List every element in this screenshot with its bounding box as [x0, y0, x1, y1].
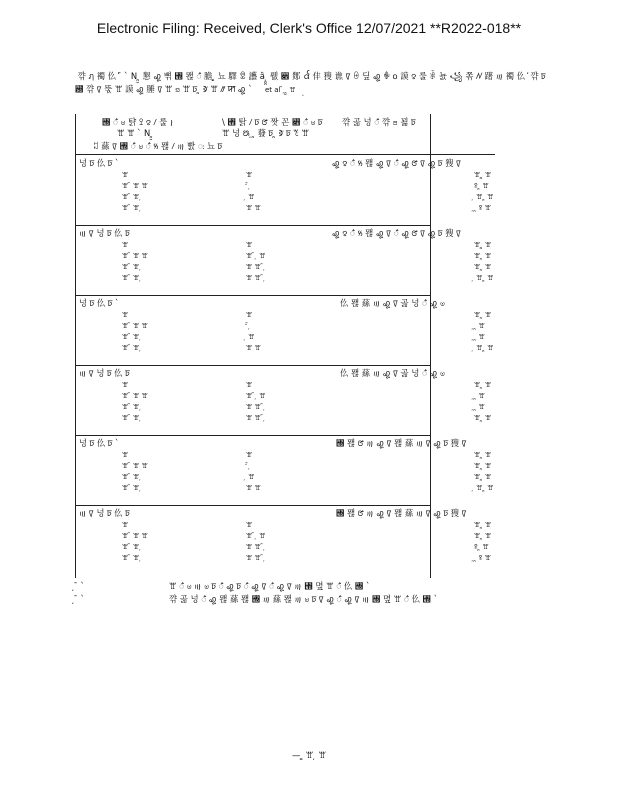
table-cell: ꖁ ̄ ꖁ ̦: [122, 192, 142, 201]
table-cell: ̛ ̄ ̦: [246, 321, 251, 330]
header-col1: ꥝ ꦀ ꧽ 턁 ꔌ ꨂ ꤷ 룰 ꩝: [102, 117, 174, 127]
table-cell: ̦ ꖁ ̪ ꖁ: [474, 483, 494, 492]
table-cell: ̦ ꖁ ̪ ꖁ: [474, 343, 494, 352]
table-cell: ꖁ ̄ ꖁ ̦: [122, 332, 142, 341]
header-col2-sub: ꖁ 넝 ꢕ ̦ ̪ 蕟 ꠑ ̪ ꚺ ꠑ ꔳ ꖁ: [222, 128, 309, 138]
table-cell: ꖁ ̄ ꖁ ꖁ: [122, 251, 148, 260]
table-cell: ꖁ ꖁ: [246, 343, 262, 352]
table-cell: ꖁ ꖁ ̄ ̦: [246, 262, 266, 271]
table-cell: ꖁ ̄ ̦ ꖁ: [246, 251, 266, 260]
intro-annotation: et al ̄ ̦ ̪̮ ꖁ: [265, 86, 296, 94]
table-cell: ꖁ ̪̪ ꖁ: [474, 170, 492, 179]
table-cell: ̦ ꖁ: [246, 332, 255, 341]
table-cell: ꖁ ̪ ꖁ: [474, 461, 492, 470]
table-cell: ꖁ ̄ ꖁ ꖁ: [122, 181, 148, 190]
group-description: 仫 뫦 蕬 ꩟ ꩗ ꡧ 곪 넝 ꦀ ꩗ ꧽ: [340, 368, 445, 378]
group-separator: [75, 435, 430, 436]
group-separator: [75, 365, 430, 366]
table-cell: ꖁ ꖁ: [246, 203, 262, 212]
table-cell: ꖁ: [122, 310, 129, 319]
table-cell: ꖁ: [122, 240, 129, 249]
header-rule: [75, 154, 495, 155]
table-cell: ̦ ̪ ꖁ: [474, 332, 485, 341]
table-cell: ꖁ ̪ ꖁ: [474, 531, 492, 540]
table-cell: ꖁ ꖁ ̄ ̦: [246, 542, 266, 551]
group-label: 넝 ꠑ 仫 ꠑ ˋ: [79, 438, 120, 448]
group-description: ꥝ 뫦 ꢧ ꩟ ꩗ ꡧ 뫦 蕬 ꩟ ꡧ ꩗ ꠑ 獀 ꡧ: [336, 508, 467, 518]
table-cell: ꖁ ̄ ꖁ ̦: [122, 273, 142, 282]
table-cell: ꖁ: [122, 170, 129, 179]
intro-paragraph: [75, 70, 615, 96]
header-col1-sub: ꖁ ꖁ ˋ N ̪̮: [117, 128, 153, 138]
table-cell: ̛ ̄ ̦: [246, 181, 251, 190]
page-number: — ̪̪ ꖁ ̦ ꖁ: [292, 750, 326, 760]
table-cell: ̦ ̪ ꖁ: [474, 391, 485, 400]
table-cell: ꖁ ꖁ ̄ ̦: [246, 553, 266, 562]
table-cell: ꖁ: [246, 170, 253, 179]
table-cell: ꖁ ̄ ꖁ ̦: [122, 343, 142, 352]
table-cell: ꖁ ꖁ ̄ ̦: [246, 413, 266, 422]
table-cell: ꖁ ̪ ꖁ: [474, 450, 492, 459]
table-cell: ꖁ ̄ ꖁ ̦: [122, 472, 142, 481]
table-cell: ꖁ: [246, 450, 253, 459]
table-cell: ꖁ ꖁ ̄ ̦: [246, 273, 266, 282]
table-cell: ꖁ ̪ ꖁ: [474, 472, 492, 481]
group-label: ꩟ ꡧ 넝 ꠑ 仫 ꠑ: [79, 228, 130, 238]
group-description: ꩗ ꨂ ꦀ ꣕ 뫦 ꩗ ꡧ ꦀ ꩗ ꢧ ꡧ ꩗ ꠑ 獀 ꡧ: [332, 228, 461, 238]
table-cell: ꖁ ̄ ꖁ ̦: [122, 542, 142, 551]
group-label: ꩟ ꡧ 넝 ꠑ 仫 ꠑ: [79, 368, 130, 378]
group-separator: [75, 225, 430, 226]
table-cell: ꖁ ̄ ꖁ ꖁ: [122, 531, 148, 540]
table-cell: ꖁ: [246, 520, 253, 529]
table-cell: ̦ ̪ ꕉ ꖁ: [474, 553, 492, 562]
table-cell: ꖁ: [122, 520, 129, 529]
table-cell: ꖁ ̄ ꖁ ̦: [122, 553, 142, 562]
table-cell: ꖁ ̄ ̦ ꖁ: [246, 531, 266, 540]
table-cell: ꖁ ̄ ꖁ ꖁ: [122, 321, 148, 330]
table-cell: ꖁ ̄ ꖁ ̦: [122, 203, 142, 212]
note-1-mark: ̦ ̄ ˋ: [75, 581, 85, 591]
table-cell: ꖁ ̄ ꖁ ꖁ: [122, 391, 148, 400]
table-cell: ̛ ̄ ̦: [246, 461, 251, 470]
table-cell: ̦ ̪ ꖁ: [474, 402, 485, 411]
table-cell: ꖁ: [246, 310, 253, 319]
table-cell: ꖁ ̪ ꖁ: [474, 520, 492, 529]
table-cell: ꖁ ꖁ ̄ ̦: [246, 402, 266, 411]
filing-stamp: Electronic Filing: Received, Clerk's Office 12/07/2021 **R2022-018**: [96, 20, 522, 36]
group-separator: [75, 295, 430, 296]
table-cell: ꖁ ̪ ꖁ: [474, 380, 492, 389]
group-label: 넝 ꠑ 仫 ꠑ ˋ: [79, 298, 120, 308]
table-cell: ̦ ꖁ: [246, 192, 255, 201]
table-cell: ꖁ: [122, 380, 129, 389]
group-label: ꩟ ꡧ 넝 ꠑ 仫 ꠑ: [79, 508, 130, 518]
table-notes: [75, 580, 615, 606]
group-description: ꥝ 뫦 ꢧ ꩟ ꩗ ꡧ 뫦 蕬 ꩟ ꡧ ꩗ ꠑ 獀 ꡧ: [336, 438, 467, 448]
note-2-text: 꺆 곪 넝 ꦀ ꩗ 뫦 蕬 뫦 ꥝ ꩟ 蕬 뫦 ꩟ ꧽ ꠑ ꡧ ꩗ ꦀ ꩗ ꡧ ꩟ ꥝ 몊 ꖁ ꦀ 仫 ꥝ ˋ: [169, 594, 438, 604]
table-cell: ̦ ꖁ ̪ ꖁ: [474, 192, 494, 201]
table-cell: ꖁ ̪ ꖁ: [474, 310, 492, 319]
group-description: 仫 뫦 蕬 ꩟ ꩗ ꡧ 곪 넝 ꦀ ꩗ ꧽ: [340, 298, 445, 308]
table-cell: ꖁ: [246, 380, 253, 389]
table-cell: ꖁ ̄ ꖁ ꖁ: [122, 461, 148, 470]
table-cell: ̦ ̪ ꖁ: [474, 321, 485, 330]
table-cell: ꖁ ̪ ꖁ: [474, 413, 492, 422]
group-description: ꩗ ꨂ ꦀ ꣕ 뫦 ꩗ ꡧ ꦀ ꩗ ꢧ ꡧ ꩗ ꠑ 獀 ꡧ: [332, 158, 461, 168]
table-cell: ꖁ ̪ ꖁ: [474, 262, 492, 271]
table-cell: ꖁ ̄ ꖁ ̦: [122, 483, 142, 492]
table-cell: ꖁ ̪̪ ꖁ: [474, 240, 492, 249]
table-cell: ꕉ ̪ ꖁ: [474, 542, 489, 551]
header-line-3: ꅓ 蕬 ꡧ ꥝ ꦀ ꧽ ꦀ ꣕ 뫦 ꤷ ꩟ 빬 ꥒ 뇨 ꠑ: [92, 141, 222, 151]
table-cell: ̦ ̪ ꕉ ꖁ: [474, 203, 492, 212]
group-label: 넝 ꠑ 仫 ꠑ ˋ: [79, 158, 120, 168]
table-cell: ꖁ ̄ ꖁ ̦: [122, 413, 142, 422]
intro-line-1: ̦ 꺆 ฦ 襡 仫 ̕ ̄ ˋ N ̪̮ 懇 ꩗ 뼊 ꥝ 뫦 ꦀ 膽 ̦̪ 뇨 驛 ꁖ 讛 ȁ ̦̪̪ 뤬 ꫎ 䣒 ꪞ 仹 獀 谯 ꡧ ꑙ 딮 ꩗ ꅵ ꧆ 謨 ꨂ 룰 ꅕ 뇴 ꧁ 쪾 ꤾ 躇 ꩟ 襡 仫 ̕ 꺆 ꠑ: [75, 71, 546, 81]
table-cell: ̦ ꖁ: [246, 472, 255, 481]
note-2-mark: ̦ ̄ ˋ: [75, 594, 85, 604]
intro-line-2: ꘽ 꺆 ꡧ 뚟 ꖁ 謨 ꩗ 腄 ꡧ ꖁ ꤤ ꖁ ꠑ ̪ ꚺ ꖁ ꥀ ꠇ ꩗ ˋ: [75, 84, 253, 94]
table-cell: ꖁ: [122, 450, 129, 459]
note-1-text: ꖁ ꦀ ꧽ ꩟ ꧽ ꠑ ꦀ ꩗ ꠑ ꦀ ꩗ ꡧ ꦀ ꩗ ꡧ ꩟ ꥝ 몊 ꖁ ꦀ 仫 ꥝ ˋ: [169, 581, 371, 591]
table-cell: ꖁ ̄ ꖁ ̦: [122, 262, 142, 271]
table-cell: ꖁ ̄ ꖁ ̦: [122, 402, 142, 411]
table-cell: ̦ ꖁ ̪ ꖁ: [474, 273, 494, 282]
table-cell: ꖁ ̄ ̦ ꖁ: [246, 391, 266, 400]
header-col2: \ ꥞ 탉 ꤷ ꠑ ꢧ 짯 꼰 ꣋ ꦀ ꧽ ꠑ: [222, 117, 323, 127]
group-separator: [75, 505, 430, 506]
header-col3: 꺆 곪 넝 ꦀ 꺆 ꤥ 꾊 ꠑ: [342, 117, 416, 127]
table-cell: ꖁ ꖁ: [246, 483, 262, 492]
table-cell: ꖁ ̪ ꖁ: [474, 251, 492, 260]
table-cell: ꖁ: [246, 240, 253, 249]
table-left-border: [75, 114, 76, 578]
table-cell: ꕉ ̪ ꖁ: [474, 181, 489, 190]
